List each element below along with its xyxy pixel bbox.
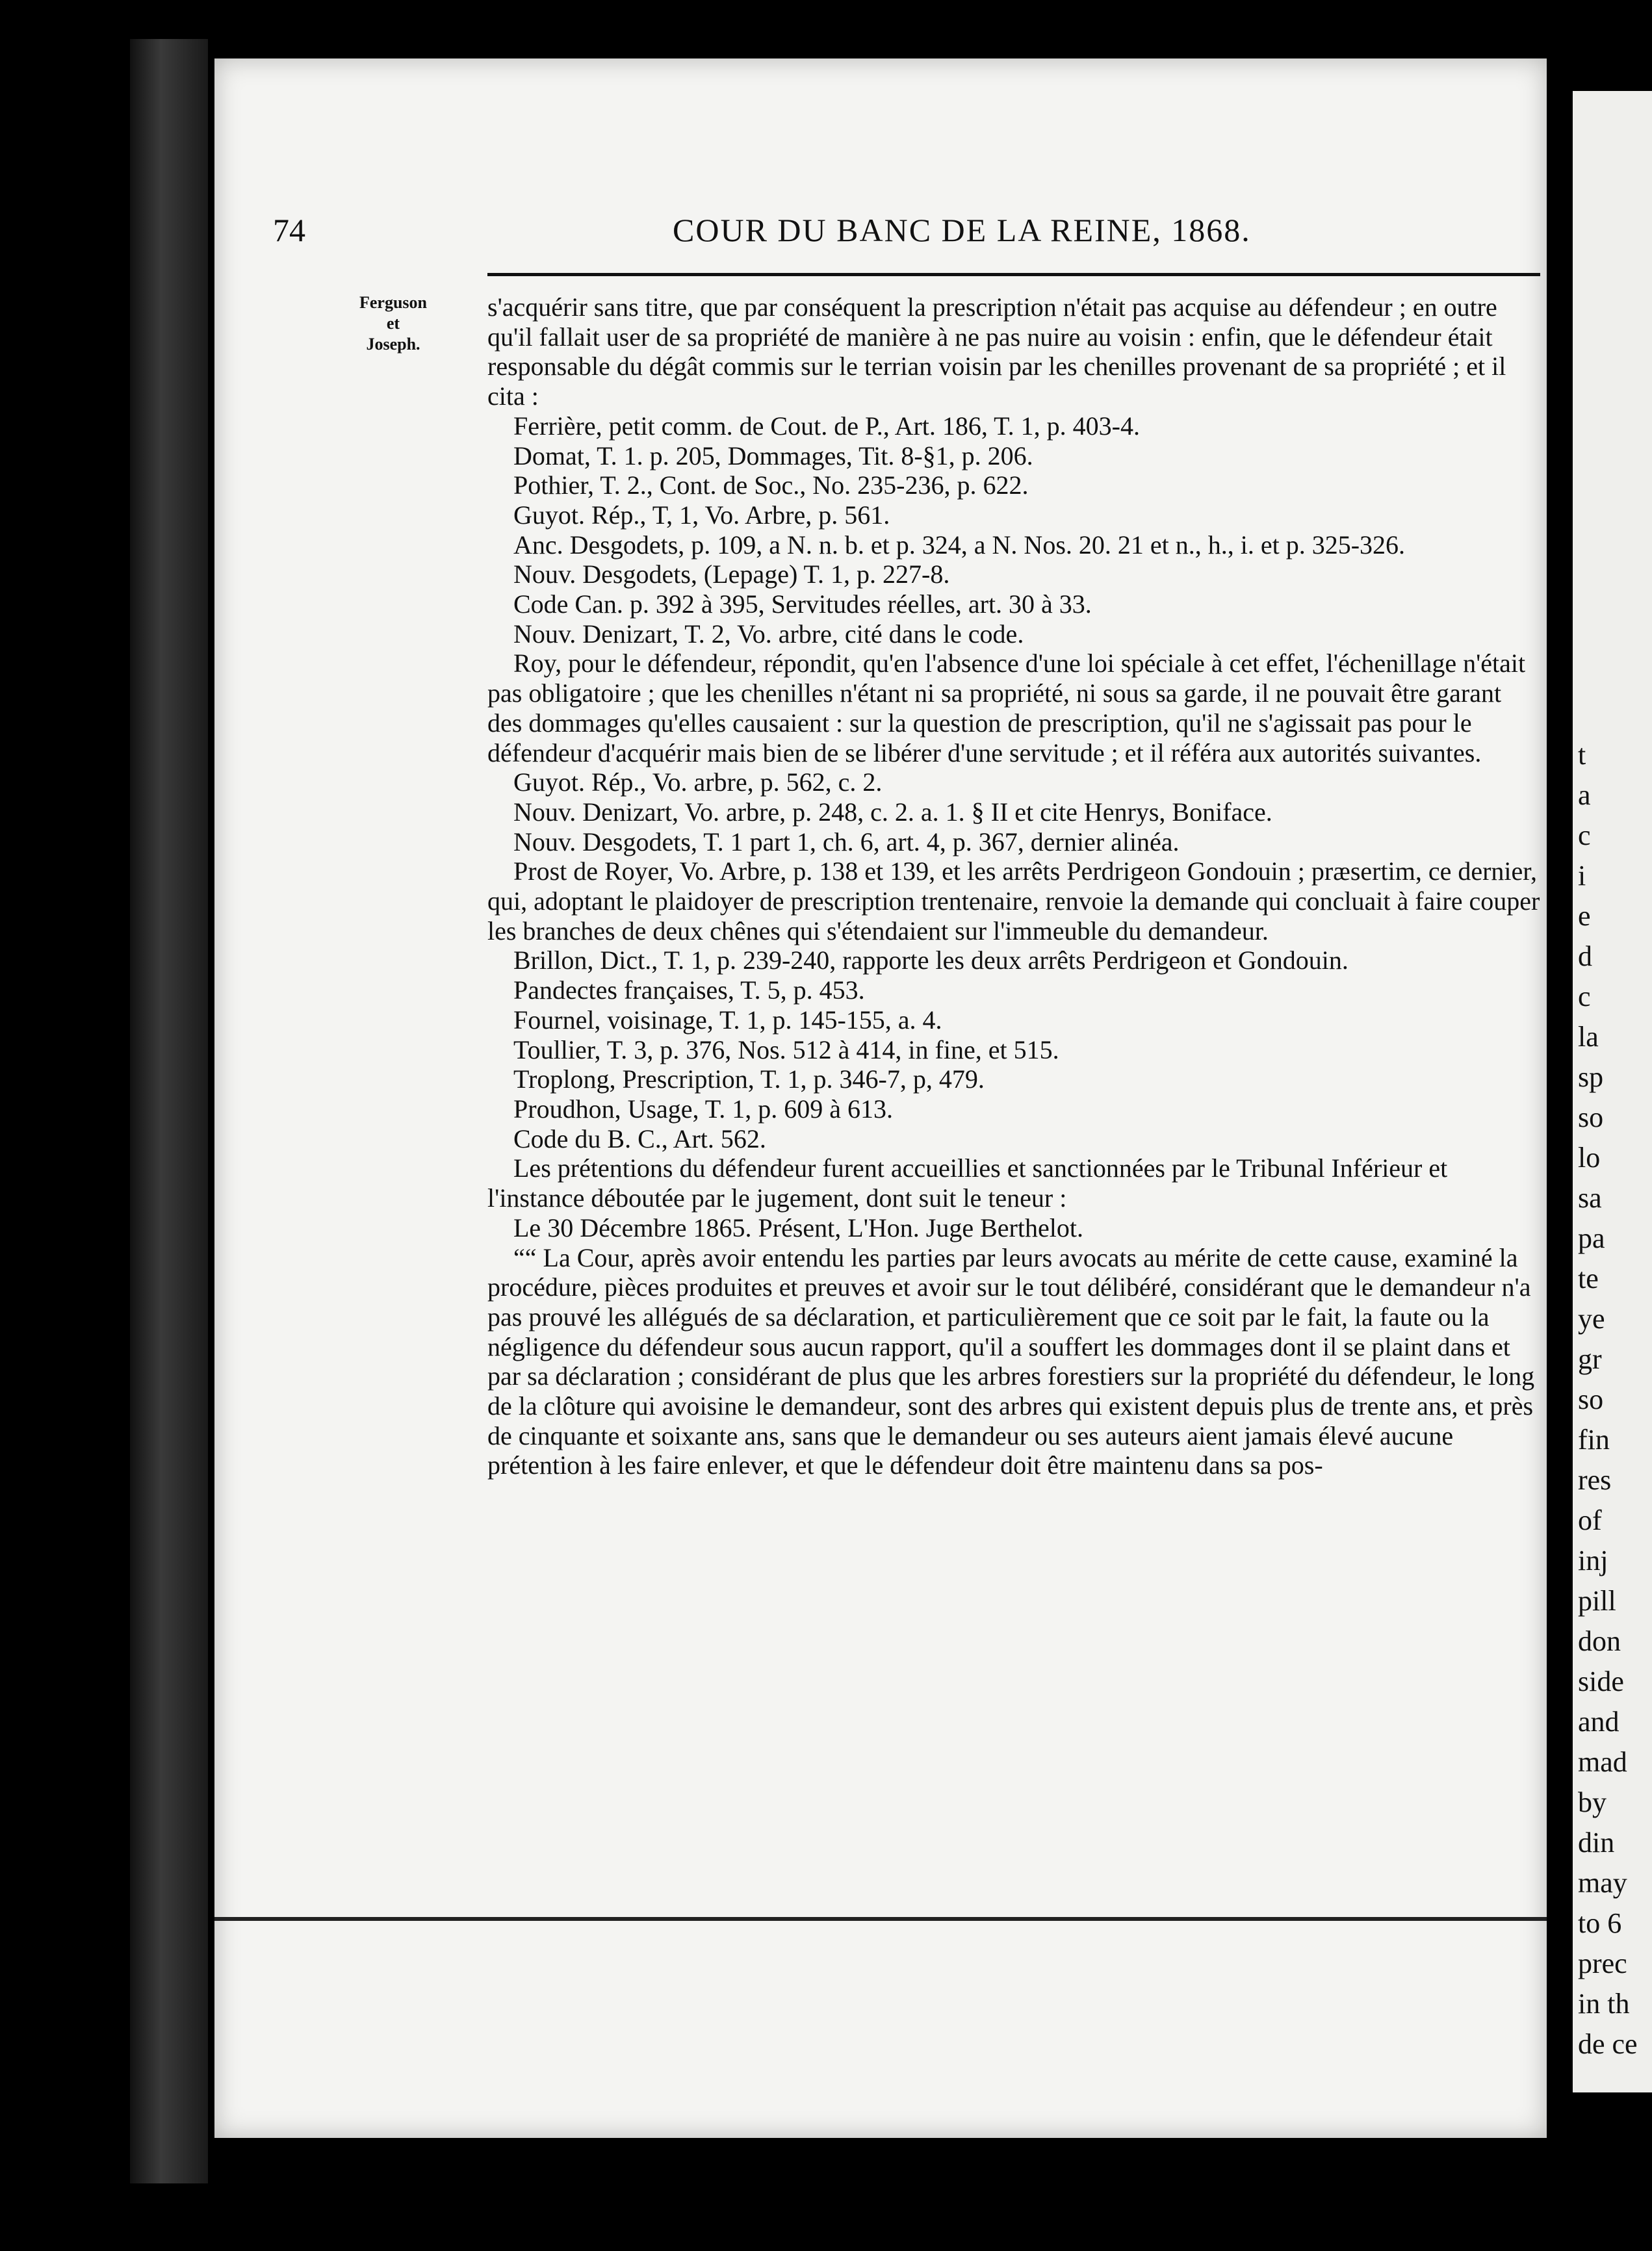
facing-page-fragment: c [1578,981,1591,1012]
facing-page-fragment: din [1578,1827,1615,1859]
citation: Guyot. Rép., T, 1, Vo. Arbre, p. 561. [513,500,890,530]
facing-page-fragment: and [1578,1706,1620,1738]
running-title: COUR DU BANC DE LA REINE, 1868. [673,212,1251,248]
facing-page-fragment: pa [1578,1222,1605,1254]
facing-page-fragment: sa [1578,1182,1602,1214]
citation: Pothier, T. 2., Cont. de Soc., No. 235-236, p. 622. [513,470,1029,500]
facing-page-fragment: e [1578,900,1591,932]
facing-page-fragment: side [1578,1666,1624,1697]
facing-page-fragment: inj [1578,1545,1608,1576]
facing-page-fragment: lo [1578,1142,1601,1174]
citation: Proudhon, Usage, T. 1, p. 609 à 613. [513,1094,894,1124]
book-spine-edge [130,39,208,2183]
facing-page-edge [1573,91,1652,2092]
facing-page-fragment: i [1578,860,1586,892]
citation: Code Can. p. 392 à 395, Servitudes réelles, art. 30 à 33. [513,589,1092,619]
citation: Nouv. Desgodets, (Lepage) T. 1, p. 227-8. [513,560,950,589]
facing-page-fragment: so [1578,1101,1604,1133]
facing-page-fragment: so [1578,1383,1604,1415]
citation: Nouv. Desgodets, T. 1 part 1, ch. 6, art. 4, p. 367, dernier alinéa. [513,827,1180,856]
facing-page-fragment: gr [1578,1343,1602,1375]
citation: Troplong, Prescription, T. 1, p. 346-7, p, 479. [513,1064,985,1094]
facing-page-fragment: a [1578,779,1591,811]
facing-page-fragment: res [1578,1464,1612,1496]
margin-note [344,292,442,355]
facing-page-fragment: de ce [1578,2028,1638,2060]
body-paragraph: s'acquérir sans titre, que par conséquent la prescription n'était pas acquise au défendeur ; en outre qu'il fallait user de sa propriété de manière à ne pas nuire au voisin : enfin, que le défendeur était responsable du dégât commis sur le terrian voisin par les chenilles provenant de sa propriété ; et il cita : [487,292,1506,411]
page-number: 74 [273,212,305,248]
facing-page-fragment: don [1578,1625,1621,1657]
body-paragraph: Le 30 Décembre 1865. Présent, L'Hon. Juge Berthelot. [513,1213,1083,1242]
facing-page-fragment: of [1578,1504,1602,1536]
citation: Guyot. Rép., Vo. arbre, p. 562, c. 2. [513,767,883,797]
citation: Fournel, voisinage, T. 1, p. 145-155, a. 4. [513,1005,942,1035]
scanned-page [214,58,1547,2138]
margin-note-line: et [386,314,400,333]
citation: Domat, T. 1. p. 205, Dommages, Tit. 8-§1, p. 206. [513,441,1033,470]
citation: Ferrière, petit comm. de Cout. de P., Art. 186, T. 1, p. 403-4. [513,411,1140,441]
page-bottom-rule [214,1917,1547,1921]
facing-page-fragment: la [1578,1021,1599,1053]
citation: Code du B. C., Art. 562. [513,1124,766,1153]
citation: Nouv. Denizart, Vo. arbre, p. 248, c. 2. a. 1. § II et cite Henrys, Boniface. [513,797,1272,827]
facing-page-fragment: mad [1578,1746,1627,1778]
facing-page-fragment: sp [1578,1061,1604,1093]
facing-page-fragment: te [1578,1263,1599,1294]
citation: Nouv. Denizart, T. 2, Vo. arbre, cité dans le code. [513,619,1024,649]
facing-page-fragment: prec [1578,1948,1627,1979]
facing-page-fragment: t [1578,739,1586,771]
facing-page-fragment: may [1578,1867,1627,1899]
facing-page-fragment: pill [1578,1585,1616,1617]
facing-page-fragment: fin [1578,1424,1610,1456]
facing-page-fragment: ye [1578,1303,1605,1335]
body-paragraph: Roy, pour le défendeur, répondit, qu'en l'absence d'une loi spéciale à cet effet, l'échenillage n'était pas obligatoire ; que les chenilles n'étant ni sa propriété, ni sous sa garde, il ne pouvait être garant des dommages qu'elles causaient : sur la question de prescription, qu'il ne s'agissait pas pour le défendeur d'acquérir mais bien de se libérer d'une servitude ; et il référa aux autorités suivantes. [487,649,1526,767]
facing-page-fragment: by [1578,1786,1607,1818]
margin-note-line: Joseph. [366,335,420,354]
citation: Prost de Royer, Vo. Arbre, p. 138 et 139, et les arrêts Perdrigeon Gondouin ; præsertim, ce dernier, qui, adoptant le plaidoyer de prescription trentenaire, renvoie la demande qui concluait à faire couper les branches de deux chênes qui s'étendaient sur l'immeuble du demandeur. [487,856,1540,945]
citation: Anc. Desgodets, p. 109, a N. n. b. et p. 324, a N. Nos. 20. 21 et n., h., i. et p. 325-326. [513,530,1406,560]
citation: Toullier, T. 3, p. 376, Nos. 512 à 414, in fine, et 515. [513,1035,1059,1064]
facing-page-fragment: to 6 [1578,1907,1622,1939]
facing-page-fragment: c [1578,819,1591,851]
header-rule [487,273,1540,276]
citation: Brillon, Dict., T. 1, p. 239-240, rapporte les deux arrêts Perdrigeon et Gondouin. [513,945,1349,975]
margin-note-line: Ferguson [359,293,427,312]
facing-page-fragment: in th [1578,1988,1630,2020]
judgment-quote: ““ La Cour, après avoir entendu les parties par leurs avocats au mérite de cette cause, examiné la procédure, pièces produites et preuves et avoir sur le tout délibéré, considérant que le demandeur n'a pas prouvé les allégués de sa déclaration, et particulièrement que ce soit par le fait, la faute ou la négligence du défendeur sous aucun rapport, qu'il a souffert les dommages dont il se plaint dans et par sa déclaration ; considérant de plus que les arbres forestiers sur la propriété du défendeur, le long de la clôture qui avoisine le demandeur, sont des arbres qui existent depuis plus de trente ans, et près de cinquante et soixante ans, sans que le demandeur ou ses auteurs aient jamais élevé aucune prétention à les faire enlever, et que le défendeur doit être maintenu dans sa pos- [487,1242,1535,1480]
body-paragraph: Les prétentions du défendeur furent accueillies et sanctionnées par le Tribunal Inférieur et l'instance déboutée par le jugement, dont suit le teneur : [487,1153,1448,1213]
facing-page-fragment: d [1578,940,1592,972]
citation: Pandectes françaises, T. 5, p. 453. [513,975,865,1005]
body-text [487,292,1540,1480]
